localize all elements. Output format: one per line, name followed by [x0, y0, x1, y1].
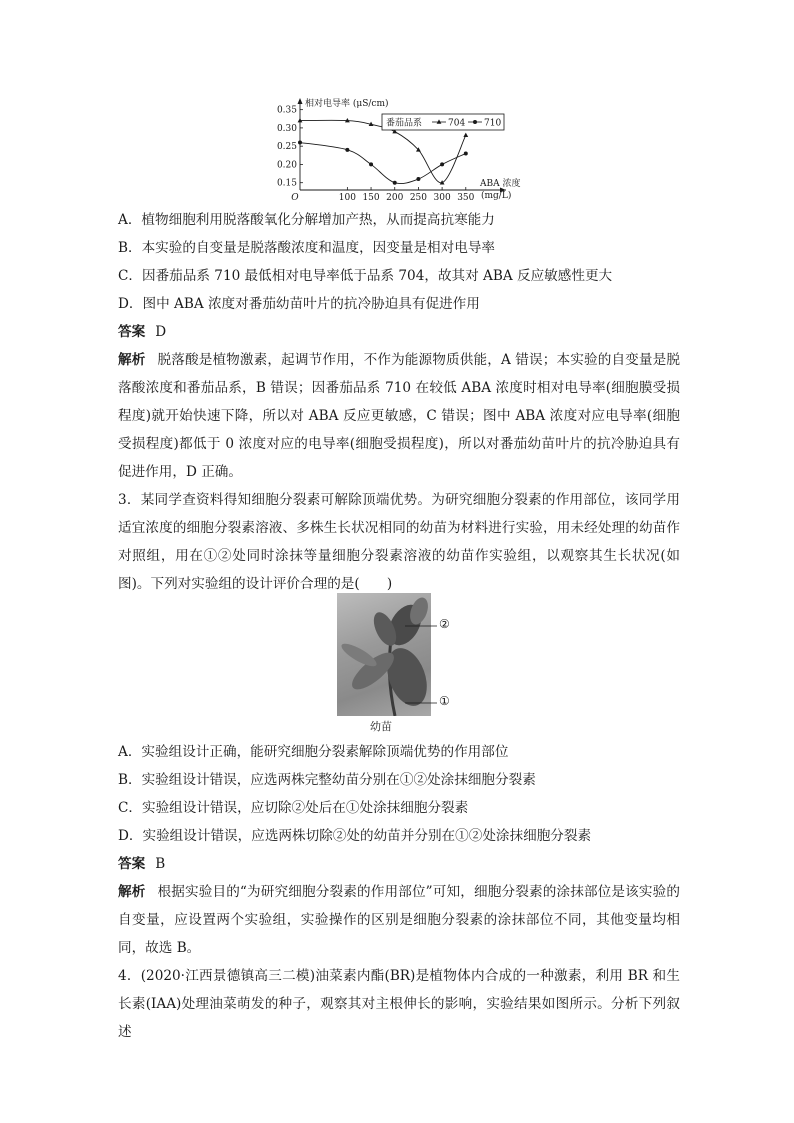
q3-block — [118, 738, 680, 1046]
x-tick-label: 150 — [362, 193, 380, 203]
conductivity-chart — [268, 94, 538, 206]
x-axis-unit: (mg/L) — [481, 191, 512, 201]
q2-answer: 答案 D — [118, 324, 167, 340]
legend-710-label: 710 — [484, 118, 502, 129]
y-tick-label: 0.15 — [276, 178, 297, 189]
y-axis-arrow — [298, 98, 303, 104]
series-710-point — [369, 162, 373, 166]
analysis-label: 解析 — [118, 884, 146, 900]
x-tick-label: 100 — [338, 193, 356, 203]
chart-svg — [268, 94, 538, 206]
q2-block — [118, 206, 680, 598]
marker-2: ② — [439, 617, 450, 631]
origin-label: O — [291, 193, 299, 203]
series-710-point — [345, 148, 349, 152]
x-tick-label: 250 — [409, 193, 428, 203]
series-710-point — [298, 141, 302, 145]
series-704-point — [440, 180, 445, 184]
y-tick-label: 0.20 — [276, 160, 297, 171]
q3-answer: 答案 B — [118, 856, 166, 872]
x-tick-label: 200 — [386, 193, 404, 203]
series-710-point — [416, 177, 420, 181]
y-axis-label: 相对电导率 (μS/cm) — [305, 99, 389, 109]
q2-option-d[interactable]: D．图中 ABA 浓度对番茄幼苗叶片的抗冷胁迫具有促进作用 — [118, 296, 480, 312]
legend-710-marker — [473, 120, 477, 124]
q3-stem: 3．某同学查资料得知细胞分裂素可解除顶端优势。为研究细胞分裂素的作用部位，该同学用适宜浓度的细胞分裂素溶液、多株生长状况相同的幼苗为材料进行实验，用未经处理的幼苗作对照组，用在①②处同时涂抹等量细胞分裂素溶液的幼苗作实验组，以观察其生长状况(如图)。下列对实验组的设计评价合理的是( ) — [118, 492, 680, 592]
q3-analysis: 解析 根据实验目的“为研究细胞分裂素的作用部位”可知，细胞分裂素的涂抹部位是该实验的自变量，应设置两个实验组，实验操作的区别是细胞分裂素的涂抹部位不同，其他变量均相同，故选 B。 — [118, 884, 680, 956]
q3-option-c[interactable]: C．实验组设计错误，应切除②处后在①处涂抹细胞分裂素 — [118, 800, 469, 816]
figure-caption: 幼苗 — [370, 720, 392, 733]
series-710-point — [464, 151, 468, 155]
answer-label: 答案 — [118, 324, 146, 340]
series-704-point — [463, 133, 468, 137]
x-tick-label: 300 — [433, 193, 451, 203]
q3-option-d[interactable]: D．实验组设计错误，应选两株切除②处的幼苗并分别在①②处涂抹细胞分裂素 — [118, 828, 592, 844]
legend-704-label: 704 — [448, 118, 466, 129]
x-tick-label: 350 — [457, 193, 475, 203]
marker-1: ① — [439, 694, 450, 708]
q4-stem: 4．(2020·江西景德镇高三二模)油菜素内酯(BR)是植物体内合成的一种激素，利用 BR 和生长素(IAA)处理油菜萌发的种子，观察其对主根伸长的影响，实验结果如图所示。分析下列叙述 — [118, 968, 680, 1040]
q2-option-c[interactable]: C．因番茄品系 710 最低相对电导率低于品系 704，故其对 ABA 反应敏感性更大 — [118, 268, 613, 284]
legend-title: 番茄品系 — [386, 118, 423, 129]
q2-option-b[interactable]: B．本实验的自变量是脱落酸浓度和温度，因变量是相对电导率 — [118, 240, 496, 256]
y-tick-label: 0.30 — [276, 123, 297, 134]
x-axis-label: ABA 浓度 — [480, 179, 521, 189]
series-710-point — [440, 162, 444, 166]
answer-label: 答案 — [118, 856, 146, 872]
series-710-point — [393, 181, 397, 185]
analysis-label: 解析 — [118, 352, 146, 368]
q3-option-b[interactable]: B．实验组设计错误，应选两株完整幼苗分别在①②处涂抹细胞分裂素 — [118, 772, 536, 788]
q3-option-a[interactable]: A．实验组设计正确，能研究细胞分裂素解除顶端优势的作用部位 — [118, 744, 509, 760]
y-tick-label: 0.35 — [276, 105, 297, 116]
y-tick-label: 0.25 — [276, 142, 297, 153]
q2-analysis: 解析 脱落酸是植物激素，起调节作用，不作为能源物质供能，A 错误；本实验的自变量是脱落酸浓度和番茄品系，B 错误；因番茄品系 710 在较低 ABA 浓度时相对电导率(细胞膜受损程度)就开始快速下降，所以对 ABA 反应更敏感，C 错误；图中 ABA 浓度对应电导率(细胞受损程度)都低于 0 浓度对应的电导率(细胞受损程度)，所以对番茄幼苗叶片的抗冷胁迫具有促进作用，D 正确。 — [118, 352, 680, 480]
q2-option-a[interactable]: A．植物细胞利用脱落酸氧化分解增加产热，从而提高抗寒能力 — [118, 212, 495, 228]
